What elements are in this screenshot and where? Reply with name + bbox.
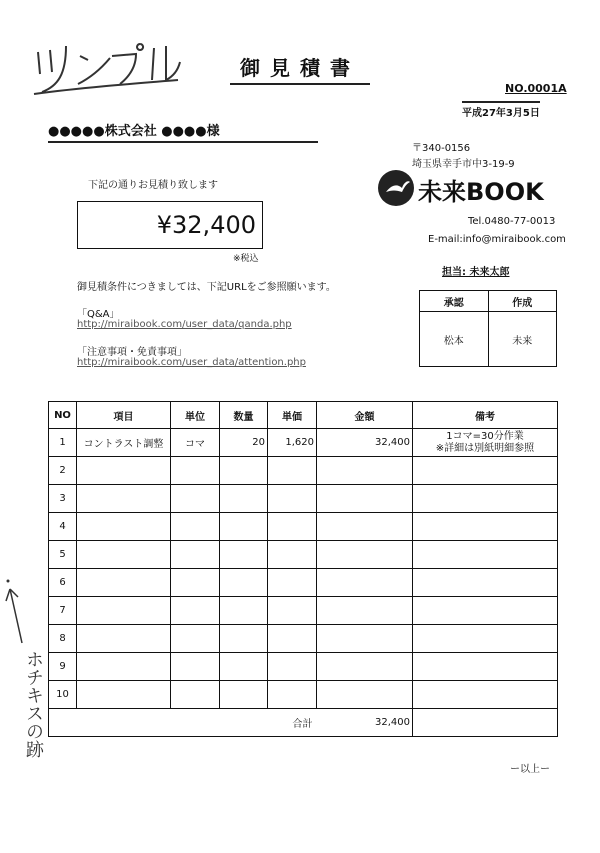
row-no: 4 [49, 513, 77, 541]
document-number: NO.0001A [505, 82, 567, 95]
table-row [49, 597, 558, 625]
total-label: 合計 [49, 709, 317, 737]
row-no: 6 [49, 569, 77, 597]
handwritten-note: ホチキスの跡 [23, 650, 44, 758]
col-item: 項目 [77, 402, 171, 429]
person-in-charge: 担当: 未来太郎 [442, 267, 510, 278]
row-price: 1,620 [268, 429, 317, 457]
company-logo [378, 170, 558, 208]
company-tel: Tel.0480-77-0013 [468, 216, 556, 227]
quote-intro: 下記の通りお見積り致します [88, 180, 218, 191]
document-title: 御見積書 [230, 52, 370, 85]
table-row [49, 429, 558, 457]
conditions-text: 御見積条件につきましては、下記URLをご参照願います。 [77, 282, 336, 293]
row-no: 1 [49, 429, 77, 457]
col-remarks: 備考 [413, 402, 558, 429]
row-no: 9 [49, 653, 77, 681]
end-mark: ー以上ー [510, 764, 550, 775]
approval-name: 松本 [420, 312, 489, 367]
qa-label: 「Q&A」 [77, 309, 120, 320]
col-no: NO [49, 402, 77, 429]
remark-line: ※詳細は別紙明細参照 [435, 442, 535, 454]
row-no: 7 [49, 597, 77, 625]
qa-link[interactable]: http://miraibook.com/user_data/qanda.php [77, 319, 292, 330]
bird-logo-icon [378, 170, 414, 206]
row-no: 2 [49, 457, 77, 485]
col-unit: 単位 [171, 402, 220, 429]
tax-note: ※税込 [233, 254, 259, 264]
table-row [49, 681, 558, 709]
approval-table [419, 290, 557, 367]
table-row [49, 457, 558, 485]
handwritten-arrow [4, 575, 34, 645]
table-row [49, 569, 558, 597]
company-email: E-mail:info@miraibook.com [428, 234, 566, 245]
total-row [49, 709, 558, 737]
total-value: 32,400 [317, 709, 413, 737]
document-date: 平成27年3月5日 [462, 101, 540, 119]
table-row [49, 541, 558, 569]
company-logo-text: 未来BOOK [418, 178, 544, 206]
row-amount: 32,400 [317, 429, 413, 457]
total-amount: ¥32,400 [156, 211, 256, 239]
col-amount: 金額 [317, 402, 413, 429]
table-row [49, 625, 558, 653]
col-qty: 数量 [220, 402, 268, 429]
row-no: 8 [49, 625, 77, 653]
client-name: ●●●●●株式会社 ●●●●様 [48, 120, 318, 143]
attention-label: 「注意事項・免責事項」 [77, 347, 187, 358]
row-no: 3 [49, 485, 77, 513]
sample-stamp [28, 34, 188, 104]
row-item: コントラスト調整 [77, 429, 171, 457]
attention-link[interactable]: http://miraibook.com/user_data/attention.php [77, 357, 306, 368]
row-qty: 20 [220, 429, 268, 457]
company-postal: 〒340-0156 [412, 143, 471, 154]
table-row [49, 485, 558, 513]
remark-line: 1コマ=30分作業 [446, 430, 524, 442]
row-no: 10 [49, 681, 77, 709]
author-header: 作成 [488, 291, 557, 312]
table-row [49, 653, 558, 681]
row-no: 5 [49, 541, 77, 569]
approval-header: 承認 [420, 291, 489, 312]
table-row [49, 513, 558, 541]
company-address: 埼玉県幸手市中3-19-9 [412, 159, 515, 170]
amount-box [77, 201, 263, 249]
author-name: 未来 [488, 312, 557, 367]
row-remarks [413, 429, 558, 457]
col-price: 単価 [268, 402, 317, 429]
row-unit: コマ [171, 429, 220, 457]
items-table [48, 401, 558, 737]
